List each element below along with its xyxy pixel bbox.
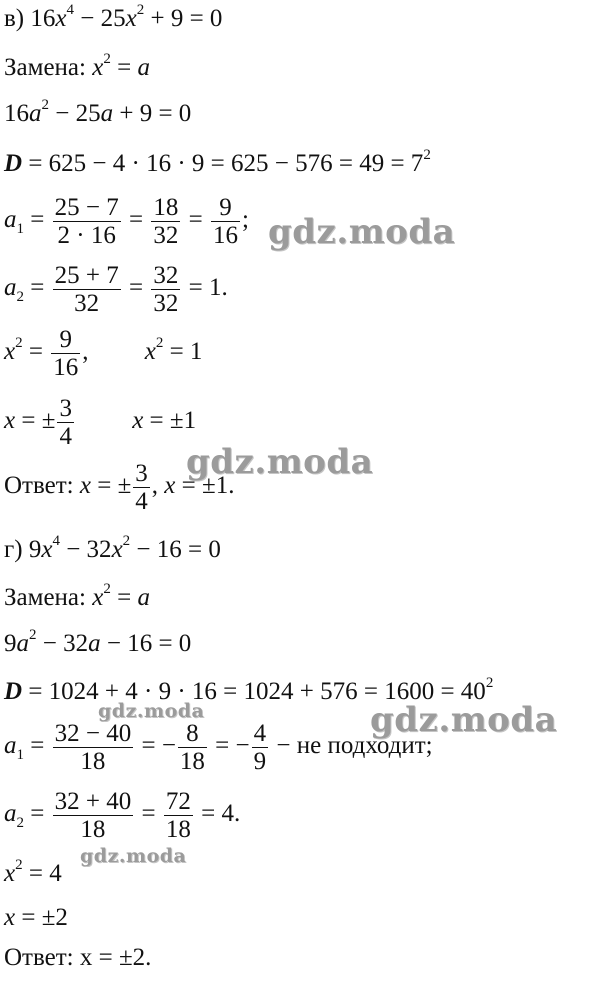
part-v-answer: Ответ: x = ± $\frac{3}{4}$ , x = ±1.	[4, 460, 235, 515]
fraction: $\frac{25 + 7}{32}$	[54, 262, 119, 317]
part-g-answer: Ответ: x = ±2.	[4, 944, 152, 971]
watermark: gdz.moda	[370, 700, 558, 740]
part-v-discriminant: $D = 625 - 4 \cdot 16 \cdot 9 = 625 - 576 = 49 = 7^2$	[4, 147, 431, 177]
watermark: gdz.moda	[186, 442, 374, 482]
watermark: gdz.moda	[80, 845, 187, 867]
fraction: $\frac{3}{4}$	[135, 460, 148, 515]
part-v-substitution: Замена: $x^2 = a$	[4, 51, 150, 81]
fraction: $\frac{4}{9}$	[253, 720, 267, 775]
fraction: $\frac{8}{18}$	[179, 720, 205, 775]
part-v-x-roots: x = ± $\frac{3}{4}$ x = ±1	[4, 395, 197, 450]
part-v-a2: $a_2$ = $\frac{25 + 7}{32}$ = $\frac{32}{32}$ = 1.	[4, 262, 228, 317]
part-g-discriminant: $D = 1024 + 4 \cdot 9 \cdot 16 = 1024 + 576 = 1600 = 40^2$	[4, 675, 494, 705]
part-g-a1: $a_1$ = $\frac{32 - 40}{18}$ = − $\frac{8}{18}$ = − $\frac{4}{9}$ − не подходит;	[4, 720, 433, 775]
part-g-x-root: x = ±2	[4, 904, 68, 931]
fraction: $\frac{32 + 40}{18}$	[54, 788, 132, 843]
part-v-a1: $a_1$ = $\frac{25 - 7}{2 \cdot 16}$ = $\frac{18}{32}$ = $\frac{9}{16}$ ;	[4, 194, 249, 249]
fraction: $\frac{18}{32}$	[153, 194, 179, 249]
fraction: $\frac{25 - 7}{2 \cdot 16}$	[54, 194, 119, 249]
fraction: $\frac{32 - 40}{18}$	[54, 720, 132, 775]
part-v-quadratic: $16a^2 - 25a + 9 = 0$	[4, 97, 192, 127]
fraction: $\frac{9}{16}$	[53, 326, 79, 381]
fraction: $\frac{3}{4}$	[59, 395, 72, 450]
watermark: gdz.moda	[98, 700, 205, 722]
fraction: $\frac{72}{18}$	[165, 788, 191, 843]
part-g-a2: $a_2$ = $\frac{32 + 40}{18}$ = $\frac{72}{18}$ = 4.	[4, 788, 241, 843]
part-v-x2-roots: $x^2$ = $\frac{9}{16}$ , $x^2 = 1$	[4, 326, 203, 381]
part-g-substitution: Замена: $x^2 = a$	[4, 581, 150, 611]
part-v-equation: в) $16x^4 - 25x^2 + 9 = 0$	[4, 2, 223, 32]
part-g-quadratic: $9a^2 - 32a - 16 = 0$	[4, 627, 192, 657]
watermark: gdz.moda	[268, 212, 456, 252]
fraction: $\frac{32}{32}$	[153, 262, 179, 317]
fraction: $\frac{9}{16}$	[212, 194, 238, 249]
part-g-x2-root: $x^2 = 4$	[4, 857, 62, 887]
part-g-equation: г) $9x^4 - 32x^2 - 16 = 0$	[4, 533, 221, 563]
